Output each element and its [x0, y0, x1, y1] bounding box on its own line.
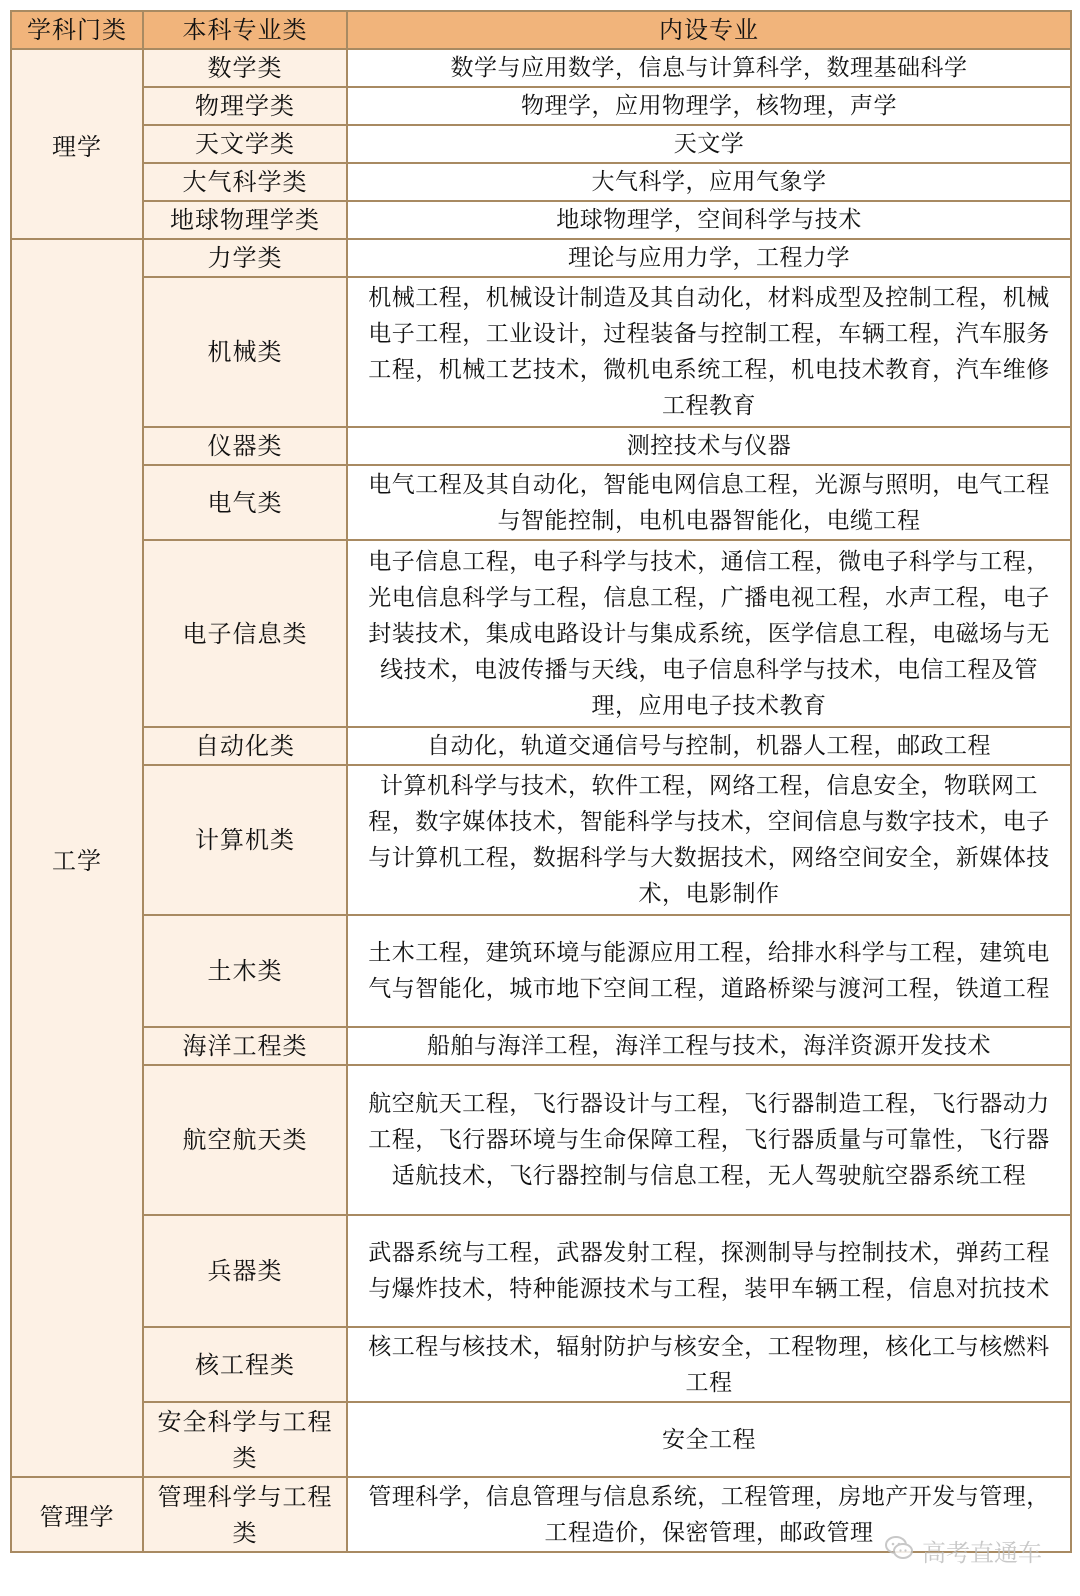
majors-cell: 航空航天工程，飞行器设计与工程，飞行器制造工程，飞行器动力工程，飞行器环境与生命保障工程，飞行器质量与可靠性，飞行器适航技术，飞行器控制与信息工程，无人驾驶航空器系统工程 — [347, 1065, 1071, 1215]
majors-cell: 测控技术与仪器 — [347, 427, 1071, 465]
table-row — [11, 727, 1071, 765]
category-cell: 土木类 — [143, 915, 347, 1027]
table-row — [11, 427, 1071, 465]
category-cell: 自动化类 — [143, 727, 347, 765]
table-row — [11, 1477, 1071, 1552]
majors-cell: 船舶与海洋工程，海洋工程与技术，海洋资源开发技术 — [347, 1027, 1071, 1065]
header-category: 本科专业类 — [143, 11, 347, 49]
majors-cell: 计算机科学与技术，软件工程，网络工程，信息安全，物联网工程，数字媒体技术，智能科学与技术，空间信息与数字技术，电子与计算机工程，数据科学与大数据技术，网络空间安全，新媒体技术，电影制作 — [347, 765, 1071, 915]
table-row — [11, 540, 1071, 727]
header-discipline: 学科门类 — [11, 11, 143, 49]
category-cell: 天文学类 — [143, 125, 347, 163]
majors-table — [10, 10, 1072, 1553]
category-cell: 物理学类 — [143, 87, 347, 125]
category-cell: 兵器类 — [143, 1215, 347, 1327]
table-row — [11, 915, 1071, 1027]
category-cell: 计算机类 — [143, 765, 347, 915]
category-cell: 大气科学类 — [143, 163, 347, 201]
majors-cell: 数学与应用数学，信息与计算科学，数理基础科学 — [347, 49, 1071, 87]
discipline-cell: 工学 — [11, 239, 143, 1477]
category-cell: 电子信息类 — [143, 540, 347, 727]
category-cell: 安全科学与工程类 — [143, 1402, 347, 1477]
table-row — [11, 87, 1071, 125]
category-cell: 核工程类 — [143, 1327, 347, 1402]
majors-cell: 电子信息工程，电子科学与技术，通信工程，微电子科学与工程，光电信息科学与工程，信息工程，广播电视工程，水声工程，电子封装技术，集成电路设计与集成系统，医学信息工程，电磁场与无线技术，电波传播与天线，电子信息科学与技术，电信工程及管理，应用电子技术教育 — [347, 540, 1071, 727]
table-row — [11, 201, 1071, 239]
majors-cell: 地球物理学，空间科学与技术 — [347, 201, 1071, 239]
table-row — [11, 239, 1071, 277]
table-row — [11, 465, 1071, 540]
table-row — [11, 1327, 1071, 1402]
majors-cell: 理论与应用力学，工程力学 — [347, 239, 1071, 277]
majors-cell: 武器系统与工程，武器发射工程，探测制导与控制技术，弹药工程与爆炸技术，特种能源技术与工程，装甲车辆工程，信息对抗技术 — [347, 1215, 1071, 1327]
category-cell: 机械类 — [143, 277, 347, 427]
table-row — [11, 1027, 1071, 1065]
majors-cell: 管理科学，信息管理与信息系统，工程管理，房地产开发与管理，工程造价，保密管理，邮政管理 — [347, 1477, 1071, 1552]
category-cell: 力学类 — [143, 239, 347, 277]
table-row — [11, 277, 1071, 427]
majors-cell: 核工程与核技术，辐射防护与核安全，工程物理，核化工与核燃料工程 — [347, 1327, 1071, 1402]
majors-cell: 土木工程，建筑环境与能源应用工程，给排水科学与工程，建筑电气与智能化，城市地下空间工程，道路桥梁与渡河工程，铁道工程 — [347, 915, 1071, 1027]
table-row — [11, 765, 1071, 915]
majors-cell: 机械工程，机械设计制造及其自动化，材料成型及控制工程，机械电子工程，工业设计，过程装备与控制工程，车辆工程，汽车服务工程，机械工艺技术，微机电系统工程，机电技术教育，汽车维修工程教育 — [347, 277, 1071, 427]
majors-cell: 安全工程 — [347, 1402, 1071, 1477]
majors-cell: 物理学，应用物理学，核物理，声学 — [347, 87, 1071, 125]
category-cell: 海洋工程类 — [143, 1027, 347, 1065]
table-row — [11, 1065, 1071, 1215]
table-row — [11, 125, 1071, 163]
category-cell: 地球物理学类 — [143, 201, 347, 239]
majors-cell: 天文学 — [347, 125, 1071, 163]
category-cell: 数学类 — [143, 49, 347, 87]
category-cell: 电气类 — [143, 465, 347, 540]
header-majors: 内设专业 — [347, 11, 1071, 49]
watermark-text: 高考直通车 — [922, 1539, 1042, 1567]
discipline-cell: 理学 — [11, 49, 143, 239]
category-cell: 仪器类 — [143, 427, 347, 465]
table-row — [11, 1402, 1071, 1477]
category-cell: 航空航天类 — [143, 1065, 347, 1215]
majors-cell: 自动化，轨道交通信号与控制，机器人工程，邮政工程 — [347, 727, 1071, 765]
majors-cell: 大气科学，应用气象学 — [347, 163, 1071, 201]
table-row — [11, 1215, 1071, 1327]
table-row — [11, 163, 1071, 201]
majors-cell: 电气工程及其自动化，智能电网信息工程，光源与照明，电气工程与智能控制，电机电器智能化，电缆工程 — [347, 465, 1071, 540]
table-body — [11, 49, 1071, 1552]
discipline-cell: 管理学 — [11, 1477, 143, 1552]
category-cell: 管理科学与工程类 — [143, 1477, 347, 1552]
table-row — [11, 49, 1071, 87]
header-row — [11, 11, 1071, 49]
